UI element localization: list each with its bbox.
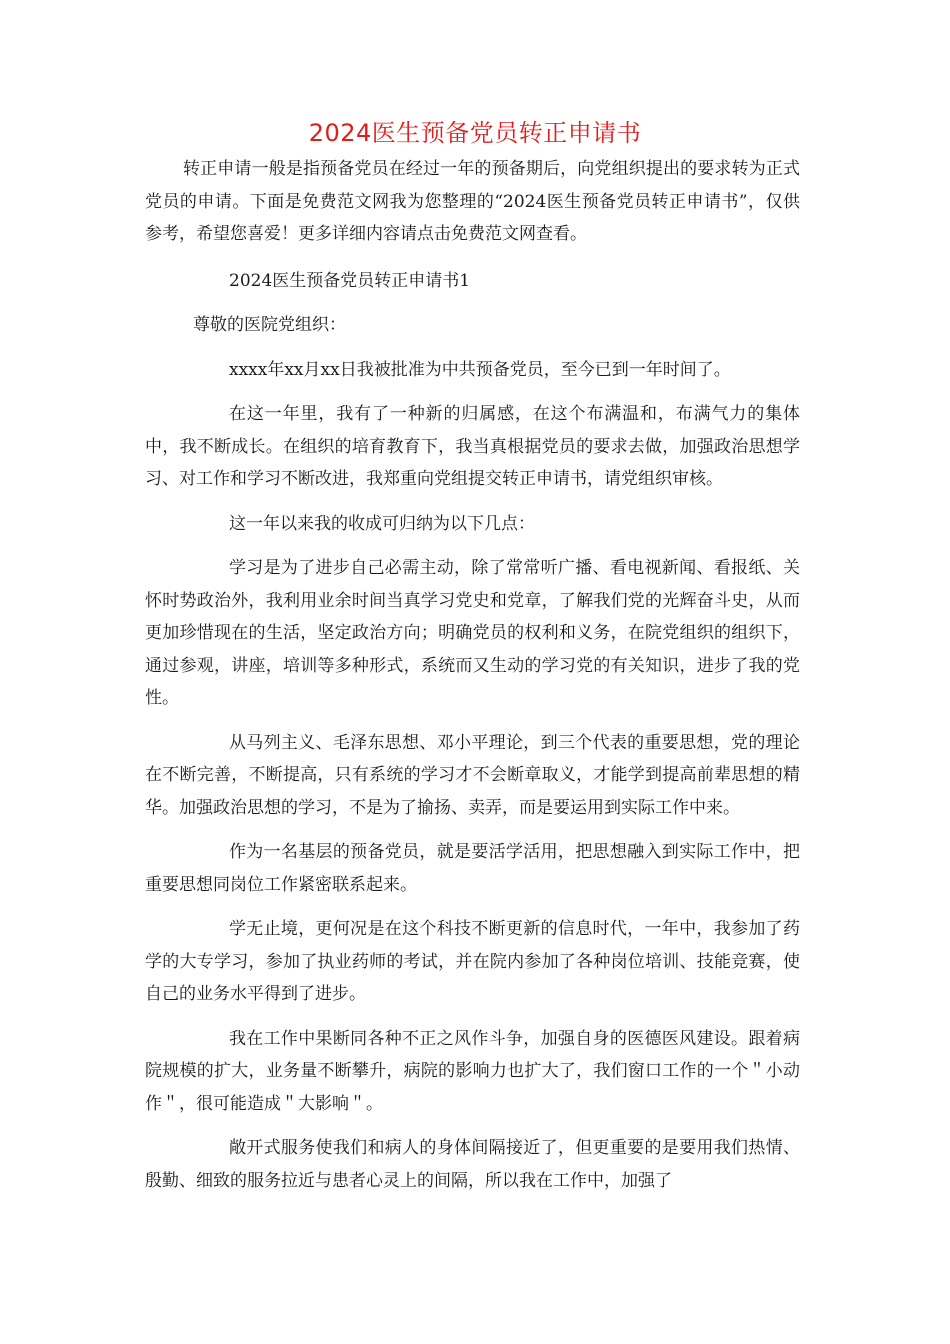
section-subtitle: 2024医生预备党员转正申请书1 bbox=[229, 270, 471, 291]
body-paragraph: 学习是为了进步自己必需主动，除了常常听广播、看电视新闻、看报纸、关怀时势政治外，我利用业余时间当真学习党史和党章，了解我们党的光辉奋斗史，从而更加珍惜现在的生活，坚定政治方向；明确党员的权利和义务，在院党组织的组织下，通过参观，讲座，培训等多种形式，系统而又生动的学习党的有关知识，进步了我的党性。 bbox=[145, 558, 800, 708]
body-paragraph: 从马列主义、毛泽东思想、邓小平理论，到三个代表的重要思想，党的理论在不断完善，不断提高，只有系统的学习才不会断章取义，才能学到提高前辈思想的精华。加强政治思想的学习，不是为了揄扬、卖弄，而是要运用到实际工作中来。 bbox=[145, 732, 800, 818]
body-paragraph: 作为一名基层的预备党员，就是要活学活用，把思想融入到实际工作中，把重要思想同岗位工作紧密联系起来。 bbox=[145, 842, 800, 895]
intro-paragraph: 转正申请一般是指预备党员在经过一年的预备期后，向党组织提出的要求转为正式党员的申请。下面是免费范文网我为您整理的“2024医生预备党员转正申请书”，仅供参考，希望您喜爱！更多详细内容请点击免费范文网查看。 bbox=[145, 159, 800, 244]
body-paragraph: 敞开式服务使我们和病人的身体间隔接近了，但更重要的是要用我们热情、殷勤、细致的服务拉近与患者心灵上的间隔，所以我在工作中，加强了 bbox=[145, 1138, 800, 1191]
body-paragraph: xxxx年xx月xx日我被批准为中共预备党员，至今已到一年时间了。 bbox=[229, 359, 731, 380]
salutation: 尊敬的医院党组织： bbox=[193, 315, 346, 335]
document-title: 2024医生预备党员转正申请书 bbox=[308, 119, 642, 147]
document-body bbox=[145, 153, 800, 1209]
body-paragraph: 这一年以来我的收成可归纳为以下几点： bbox=[229, 513, 535, 534]
body-paragraph: 在这一年里，我有了一种新的归属感，在这个布满温和，布满气力的集体中，我不断成长。在组织的培育教育下，我当真根据党员的要求去做，加强政治思想学习、对工作和学习不断改进，我郑重向党组提交转正申请书，请党组织审核。 bbox=[145, 404, 800, 489]
body-paragraph: 我在工作中果断同各种不正之风作斗争，加强自身的医德医风建设。跟着病院规模的扩大，业务量不断攀升，病院的影响力也扩大了，我们窗口工作的一个＂小动作＂，很可能造成＂大影响＂。 bbox=[145, 1028, 800, 1114]
body-paragraph: 学无止境，更何况是在这个科技不断更新的信息时代，一年中，我参加了药学的大专学习，参加了执业药师的考试，并在院内参加了各种岗位培训、技能竞赛，使自己的业务水平得到了进步。 bbox=[145, 919, 800, 1004]
